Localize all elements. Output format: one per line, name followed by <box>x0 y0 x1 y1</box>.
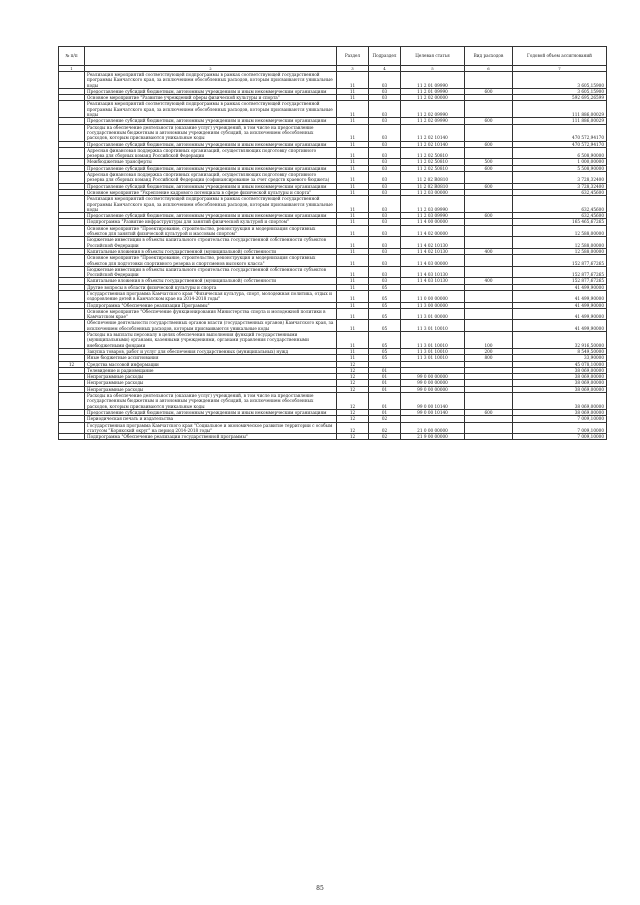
row-name: Бюджетные инвестиции в объекты капитального строительства государственной собственности субъектов Российской Федерации <box>85 237 337 249</box>
row-number <box>59 255 85 267</box>
row-name: Расходы на обеспечение деятельности (оказание услуг) учреждений, в том числе на предоставление государственным бюджетным и автономным учреждениям субсидий, за исключением обособленных расходов, которым присваиваются уникальные коды <box>85 124 337 141</box>
row-name: Расходы на выплаты персоналу в целях обеспечения выполнения функций государственными (муниципальными) органами, казенными учреждениями, органами управления государственными внебюджетными фондами <box>85 332 337 349</box>
row-podrazdel: 03 <box>369 124 401 141</box>
table-row <box>59 237 607 249</box>
table-row <box>59 72 607 89</box>
row-name: Непрограммные расходы <box>85 374 337 380</box>
row-podrazdel: 05 <box>369 320 401 332</box>
table-row <box>59 266 607 278</box>
row-csr: 11 2 02 50810 <box>401 165 465 171</box>
table-row <box>59 434 607 440</box>
row-name: Капитальные вложения в объекты государственной (муниципальной) собственности <box>85 278 337 284</box>
row-vr: 600 <box>465 141 513 147</box>
row-podrazdel: 05 <box>369 302 401 308</box>
row-csr: 11 3 00 00000 <box>401 302 465 308</box>
row-sum: 12 588,00000 <box>513 225 607 237</box>
table-row <box>59 101 607 118</box>
row-vr <box>465 255 513 267</box>
row-csr: 99 0 00 00000 <box>401 386 465 392</box>
row-vr <box>465 101 513 118</box>
row-razdel: 11 <box>337 332 369 349</box>
row-razdel: 12 <box>337 416 369 422</box>
row-vr: 400 <box>465 248 513 254</box>
row-razdel: 11 <box>337 213 369 219</box>
row-sum: 38 069,00000 <box>513 386 607 392</box>
row-csr: 11 2 02 R0810 <box>401 172 465 184</box>
table-row <box>59 225 607 237</box>
row-podrazdel: 01 <box>369 386 401 392</box>
row-name: Межбюджетные трансферты <box>85 159 337 165</box>
row-number <box>59 172 85 184</box>
row-csr: 11 4 02 00000 <box>401 225 465 237</box>
row-podrazdel: 03 <box>369 141 401 147</box>
table-row <box>59 172 607 184</box>
row-razdel: 12 <box>337 393 369 410</box>
row-podrazdel: 02 <box>369 422 401 434</box>
row-name: Иные бюджетные ассигнования <box>85 355 337 361</box>
column-index: 4 <box>369 66 401 72</box>
row-name: Капитальные вложения в объекты государственной (муниципальной) собственности <box>85 248 337 254</box>
row-csr: 11 2 02 00000 <box>401 95 465 101</box>
row-vr: 600 <box>465 165 513 171</box>
row-csr: 11 4 00 00000 <box>401 219 465 225</box>
row-csr: 11 3 01 00000 <box>401 308 465 320</box>
row-vr: 600 <box>465 409 513 415</box>
row-sum: 3 728,32400 <box>513 183 607 189</box>
row-csr: 11 2 02 09990 <box>401 118 465 124</box>
row-name: Обеспечение деятельности государственных органов власти (государственных органов) Камчатского края, за исключением обособленных расходов, которым присваиваются уникальные коды <box>85 320 337 332</box>
column-index: 2 <box>85 66 337 72</box>
row-sum: 632,45600 <box>513 189 607 195</box>
table-row <box>59 255 607 267</box>
row-razdel: 11 <box>337 290 369 302</box>
row-name: Предоставление субсидий бюджетным, автономным учреждениям и иным некоммерческим организациям <box>85 213 337 219</box>
row-sum: 33,90000 <box>513 355 607 361</box>
row-podrazdel: 03 <box>369 219 401 225</box>
row-sum: 165 465,67265 <box>513 219 607 225</box>
row-number <box>59 101 85 118</box>
row-sum: 12 588,00000 <box>513 237 607 249</box>
row-name: Предоставление субсидий бюджетным, автономным учреждениям и иным некоммерческим организациям <box>85 88 337 94</box>
row-podrazdel: 03 <box>369 72 401 89</box>
row-razdel: 11 <box>337 255 369 267</box>
row-name: Предоставление субсидий бюджетным, автономным учреждениям и иным некоммерческим организациям <box>85 165 337 171</box>
row-podrazdel: 03 <box>369 266 401 278</box>
row-vr: 500 <box>465 159 513 165</box>
header-vr: Вид расходов <box>465 47 513 66</box>
row-vr <box>465 237 513 249</box>
row-vr <box>465 172 513 184</box>
row-podrazdel: 02 <box>369 434 401 440</box>
row-name: Предоставление субсидий бюджетным, автономным учреждениям и иным некоммерческим организациям <box>85 409 337 415</box>
row-number <box>59 147 85 159</box>
table-row <box>59 332 607 349</box>
row-csr: 11 2 02 10140 <box>401 124 465 141</box>
row-csr: 11 4 02 10130 <box>401 248 465 254</box>
row-name: Непрограммные расходы <box>85 380 337 386</box>
row-razdel: 11 <box>337 248 369 254</box>
row-vr: 400 <box>465 278 513 284</box>
row-vr: 800 <box>465 355 513 361</box>
row-name: Телевидение и радиовещание <box>85 367 337 373</box>
row-podrazdel: 03 <box>369 278 401 284</box>
row-razdel: 12 <box>337 386 369 392</box>
row-csr: 11 2 01 09990 <box>401 72 465 89</box>
table-row <box>59 147 607 159</box>
row-razdel: 11 <box>337 348 369 354</box>
row-vr <box>465 290 513 302</box>
row-sum: 1 000,00000 <box>513 159 607 165</box>
row-csr: 11 2 02 50810 <box>401 147 465 159</box>
row-sum: 8 549,50000 <box>513 348 607 354</box>
row-vr <box>465 308 513 320</box>
row-podrazdel: 03 <box>369 101 401 118</box>
table-row <box>59 320 607 332</box>
row-sum: 3 728,32400 <box>513 172 607 184</box>
row-vr: 100 <box>465 332 513 349</box>
row-name: Адресная финансовая поддержка спортивных организаций, осуществляющих подготовку спортивного резерва для сборных команд Российской Федерации <box>85 147 337 159</box>
row-vr: 600 <box>465 88 513 94</box>
row-razdel: 11 <box>337 189 369 195</box>
row-razdel: 11 <box>337 159 369 165</box>
row-csr: 11 2 02 50810 <box>401 159 465 165</box>
row-podrazdel: 03 <box>369 248 401 254</box>
row-podrazdel: 03 <box>369 225 401 237</box>
row-number <box>59 393 85 410</box>
row-razdel: 11 <box>337 141 369 147</box>
row-razdel: 11 <box>337 124 369 141</box>
row-name: Непрограммные расходы <box>85 386 337 392</box>
row-razdel: 11 <box>337 225 369 237</box>
row-csr: 11 2 03 00000 <box>401 189 465 195</box>
row-podrazdel: 03 <box>369 165 401 171</box>
row-csr: 11 4 03 10130 <box>401 266 465 278</box>
row-vr: 600 <box>465 183 513 189</box>
row-razdel: 11 <box>337 302 369 308</box>
row-razdel: 11 <box>337 118 369 124</box>
row-razdel: 11 <box>337 95 369 101</box>
row-sum: 152 877,67265 <box>513 255 607 267</box>
row-razdel: 11 <box>337 172 369 184</box>
row-razdel: 11 <box>337 237 369 249</box>
row-podrazdel: 03 <box>369 183 401 189</box>
row-vr <box>465 266 513 278</box>
row-csr: 11 2 03 09990 <box>401 196 465 213</box>
row-podrazdel: 05 <box>369 290 401 302</box>
row-number <box>59 332 85 349</box>
row-sum: 111 886,00029 <box>513 118 607 124</box>
row-razdel: 11 <box>337 147 369 159</box>
row-number <box>59 72 85 89</box>
table-body <box>59 72 607 440</box>
row-sum: 32 916,50000 <box>513 332 607 349</box>
row-csr: 11 2 02 10140 <box>401 141 465 147</box>
row-csr: 21 0 00 00000 <box>401 422 465 434</box>
row-razdel: 11 <box>337 101 369 118</box>
column-index: 1 <box>59 66 85 72</box>
row-number <box>59 320 85 332</box>
header-row <box>59 47 607 66</box>
row-vr <box>465 320 513 332</box>
row-name: Закупка товаров, работ и услуг для обеспечения государственных (муниципальных) нужд <box>85 348 337 354</box>
row-sum: 38 069,00000 <box>513 393 607 410</box>
row-name: Реализация мероприятий соответствующей подпрограммы в рамках соответствующей государственной программы Камчатского края, за исключением обособленных расходов, которым присваиваются уникальные коды <box>85 101 337 118</box>
row-sum: 632,45600 <box>513 196 607 213</box>
row-name: Основное мероприятие "Проектирование, строительство, реконструкция и модернизация спортивных объектов для занятий физической культурой и массовым спортом" <box>85 225 337 237</box>
row-csr: 99 0 00 10140 <box>401 393 465 410</box>
row-csr: 11 3 01 10010 <box>401 332 465 349</box>
column-index: 6 <box>465 66 513 72</box>
row-csr: 11 4 03 00000 <box>401 255 465 267</box>
header-num: № п/п <box>59 47 85 66</box>
row-sum: 38 069,00000 <box>513 380 607 386</box>
row-sum: 3 605,15900 <box>513 72 607 89</box>
row-sum: 152 877,67265 <box>513 278 607 284</box>
row-razdel: 12 <box>337 374 369 380</box>
row-csr: 11 0 00 00000 <box>401 290 465 302</box>
row-podrazdel: 03 <box>369 172 401 184</box>
row-name: Государственная программа Камчатского края "Физическая культура, спорт, молодежная политика, отдых и оздоровление детей в Камчатском крае на 2014-2018 годы" <box>85 290 337 302</box>
row-sum: 41 499,90000 <box>513 320 607 332</box>
row-number <box>59 225 85 237</box>
row-razdel: 12 <box>337 367 369 373</box>
row-name: Государственная программа Камчатского края "Социальное и экономическое развитие территории с особым статусом "Корякский округ" на период 2014-2018 годы" <box>85 422 337 434</box>
row-sum: 470 572,94170 <box>513 141 607 147</box>
row-sum: 41 499,90000 <box>513 284 607 290</box>
row-name: Подпрограмма "Обеспечение реализации Программы" <box>85 302 337 308</box>
row-sum: 38 069,00000 <box>513 374 607 380</box>
row-vr: 200 <box>465 348 513 354</box>
row-sum: 38 069,00000 <box>513 367 607 373</box>
row-number <box>59 290 85 302</box>
row-name: Периодическая печать и издательства <box>85 416 337 422</box>
row-razdel: 11 <box>337 72 369 89</box>
row-name: Расходы на обеспечение деятельности (оказание услуг) учреждений, в том числе на предоставление государственным бюджетным и автономным учреждениям субсидий, за исключением обособленных расходов, которым присваиваются уникальные коды <box>85 393 337 410</box>
row-razdel: 12 <box>337 361 369 367</box>
budget-table <box>58 46 607 440</box>
row-csr: 99 0 00 00000 <box>401 380 465 386</box>
row-sum: 152 877,67265 <box>513 266 607 278</box>
row-sum: 41 499,90000 <box>513 290 607 302</box>
row-name: Средства массовой информации <box>85 361 337 367</box>
row-csr: 11 4 02 10130 <box>401 237 465 249</box>
row-csr: 99 0 00 10140 <box>401 409 465 415</box>
row-name: Реализация мероприятий соответствующей подпрограммы в рамках соответствующей государственной программы Камчатского края, за исключением обособленных расходов, которым присваиваются уникальные коды <box>85 72 337 89</box>
row-csr: 99 0 00 00000 <box>401 374 465 380</box>
row-csr: 11 3 01 10010 <box>401 355 465 361</box>
row-razdel: 11 <box>337 165 369 171</box>
header-sum: Годовой объем ассигнований <box>513 47 607 66</box>
row-vr: 600 <box>465 213 513 219</box>
row-sum: 41 499,90000 <box>513 308 607 320</box>
row-razdel: 11 <box>337 196 369 213</box>
row-razdel: 12 <box>337 434 369 440</box>
row-vr <box>465 434 513 440</box>
row-number <box>59 308 85 320</box>
row-razdel: 12 <box>337 409 369 415</box>
row-sum: 111 886,00029 <box>513 101 607 118</box>
row-sum: 470 572,94170 <box>513 124 607 141</box>
row-podrazdel: 01 <box>369 374 401 380</box>
row-podrazdel: 03 <box>369 237 401 249</box>
row-razdel: 11 <box>337 284 369 290</box>
header-csr: Целевая статья <box>401 47 465 66</box>
row-vr: 600 <box>465 118 513 124</box>
row-podrazdel: 05 <box>369 348 401 354</box>
row-vr <box>465 225 513 237</box>
row-name: Другие вопросы в области физической культуры и спорта <box>85 284 337 290</box>
row-number: 12 <box>59 361 85 367</box>
row-csr: 21 9 00 00000 <box>401 434 465 440</box>
row-csr: 11 2 02 09990 <box>401 101 465 118</box>
column-index: 7 <box>513 66 607 72</box>
row-razdel: 11 <box>337 320 369 332</box>
page-number: 85 <box>316 885 324 892</box>
column-index: 3 <box>337 66 369 72</box>
row-vr <box>465 196 513 213</box>
row-vr <box>465 124 513 141</box>
header-name <box>85 47 337 66</box>
row-sum: 5 508,90000 <box>513 165 607 171</box>
row-podrazdel: 02 <box>369 416 401 422</box>
row-name: Реализация мероприятий соответствующей подпрограммы в рамках соответствующей государственной программы Камчатского края, за исключением обособленных расходов, которым присваиваются уникальные коды <box>85 196 337 213</box>
row-number <box>59 237 85 249</box>
row-csr: 11 4 03 10130 <box>401 278 465 284</box>
row-podrazdel: 03 <box>369 118 401 124</box>
row-name: Основное мероприятие "Обеспечение функционирования Министерства спорта и молодежной политики в Камчатском крае" <box>85 308 337 320</box>
row-sum: 3 605,15900 <box>513 88 607 94</box>
row-csr: 11 2 02 R0810 <box>401 183 465 189</box>
table-row <box>59 308 607 320</box>
row-sum: 41 499,90000 <box>513 302 607 308</box>
row-sum: 7 009,10000 <box>513 434 607 440</box>
row-podrazdel: 01 <box>369 393 401 410</box>
row-sum: 45 078,10000 <box>513 361 607 367</box>
header-podrazdel: Подраздел <box>369 47 401 66</box>
row-podrazdel: 03 <box>369 147 401 159</box>
row-podrazdel: 05 <box>369 355 401 361</box>
row-number <box>59 422 85 434</box>
row-vr <box>465 422 513 434</box>
row-number <box>59 124 85 141</box>
row-razdel: 12 <box>337 422 369 434</box>
row-razdel: 11 <box>337 308 369 320</box>
header-razdel: Раздел <box>337 47 369 66</box>
row-csr: 11 3 01 10010 <box>401 320 465 332</box>
row-podrazdel: 03 <box>369 255 401 267</box>
row-vr <box>465 393 513 410</box>
table-row <box>59 196 607 213</box>
row-name: Подпрограмма "Развитие инфраструктуры для занятий физической культурой и спортом" <box>85 219 337 225</box>
row-podrazdel: 05 <box>369 332 401 349</box>
row-podrazdel: 03 <box>369 159 401 165</box>
row-name: Бюджетные инвестиции в объекты капитального строительства государственной собственности субъектов Российской Федерации <box>85 266 337 278</box>
row-number <box>59 196 85 213</box>
table-row <box>59 422 607 434</box>
row-name: Основное мероприятие "Проектирование, строительство, реконструкция и модернизация спортивных объектов для подготовки спортивного резерва и спортсменов высокого класса" <box>85 255 337 267</box>
table-row <box>59 124 607 141</box>
row-podrazdel: 03 <box>369 88 401 94</box>
row-razdel: 12 <box>337 380 369 386</box>
row-vr <box>465 72 513 89</box>
table-row <box>59 290 607 302</box>
row-razdel: 11 <box>337 183 369 189</box>
row-name: Адресная финансовая поддержка спортивных организаций, осуществляющих подготовку спортивного резерва для сборных команд Российской Федерации (софинансирование за счет средств краевого бюджета) <box>85 172 337 184</box>
row-razdel: 11 <box>337 219 369 225</box>
row-name: Основное мероприятие "Укрепление кадрового потенциала в сфере физической культуры и спорта" <box>85 189 337 195</box>
row-podrazdel: 03 <box>369 95 401 101</box>
row-name: Предоставление субсидий бюджетным, автономным учреждениям и иным некоммерческим организациям <box>85 141 337 147</box>
row-podrazdel: 01 <box>369 367 401 373</box>
row-name: Основное мероприятие "Развитие учреждений сферы физической культуры и спорта" <box>85 95 337 101</box>
row-csr: 11 2 01 09990 <box>401 88 465 94</box>
row-sum: 7 009,10000 <box>513 416 607 422</box>
row-podrazdel: 03 <box>369 189 401 195</box>
row-podrazdel: 05 <box>369 308 401 320</box>
row-sum: 7 009,10000 <box>513 422 607 434</box>
row-razdel: 11 <box>337 355 369 361</box>
row-razdel: 11 <box>337 278 369 284</box>
row-sum: 6 508,90000 <box>513 147 607 159</box>
row-csr: 11 3 01 10010 <box>401 348 465 354</box>
row-name: Подпрограмма "Обеспечение реализации государственной программы" <box>85 434 337 440</box>
table-row <box>59 393 607 410</box>
row-sum: 12 588,00000 <box>513 248 607 254</box>
row-podrazdel: 01 <box>369 380 401 386</box>
row-number <box>59 266 85 278</box>
column-index: 5 <box>401 66 465 72</box>
row-sum: 632,45600 <box>513 213 607 219</box>
row-name: Предоставление субсидий бюджетным, автономным учреждениям и иным некоммерческим организациям <box>85 183 337 189</box>
row-number <box>59 434 85 440</box>
row-razdel: 11 <box>337 88 369 94</box>
row-sum: 592 695,26599 <box>513 95 607 101</box>
row-podrazdel: 05 <box>369 284 401 290</box>
row-name: Предоставление субсидий бюджетным, автономным учреждениям и иным некоммерческим организациям <box>85 118 337 124</box>
row-csr: 11 2 03 09990 <box>401 213 465 219</box>
row-podrazdel: 03 <box>369 196 401 213</box>
row-podrazdel: 01 <box>369 409 401 415</box>
row-sum: 38 069,00000 <box>513 409 607 415</box>
row-vr <box>465 147 513 159</box>
row-razdel: 11 <box>337 266 369 278</box>
row-podrazdel: 03 <box>369 213 401 219</box>
